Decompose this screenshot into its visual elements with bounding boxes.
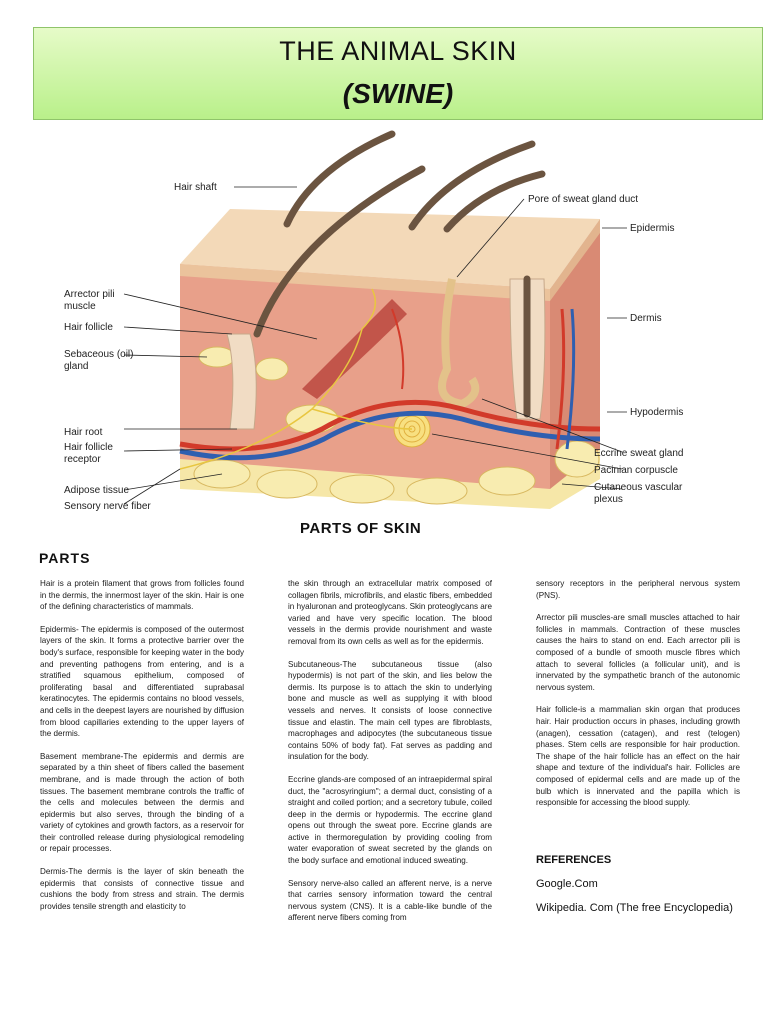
paragraph: Basement membrane-The epidermis and dermis are separated by a thin sheet of fibers called the basement membrane, and is made through the action of both tissues. The basement membrane controls the traffic of the cells and molecules between the dermis and epidermis but also serves, through the binding of a variety of cytokines and growth factors, as a reservoir for their controlled release during physiological remodeling or repair processes. [40,751,244,854]
label-hair-follicle-receptor: Hair follicle [64,442,113,453]
paragraph: Sensory nerve-also called an afferent nerve, is a nerve that carries sensory information toward the central nervous system (CNS). It is a cable-like bundle of the afferent nerve fibers coming from [288,878,492,923]
paragraph: sensory receptors in the peripheral nervous system (PNS). [536,579,740,600]
label-epidermis: Epidermis [630,223,675,234]
label-cutaneous-2: plexus [594,494,623,505]
label-dermis: Dermis [630,313,662,324]
parts-heading: PARTS [39,550,91,566]
label-adipose: Adipose tissue [64,485,130,496]
paragraph: Arrector pili muscles-are small muscles attached to hair follicles in mammals. Contraction of these muscles causes the hairs to stand on end. Each arrector pili is composed of a bundle of smooth muscle fibres which attach to several follicles (a follicular unit), and is innervated by the sympathetic branch of the autonomic nervous system. [536,613,740,692]
label-hair-root: Hair root [64,427,103,438]
label-sebaceous: Sebaceous (oil) [64,349,134,360]
paragraph: the skin through an extracellular matrix composed of collagen fibrils, microfibrils, and elastic fibers, embedded in hyaluronan and proteoglycans. Skin proteoglycans are varied and have very specific location. The blood vessels in the dermis provide nourishment and waste removal from its own cells as well as for the epidermis. [288,579,492,646]
label-hair-shaft: Hair shaft [174,182,217,193]
title-banner [33,27,763,120]
label-hair-follicle-receptor-2: receptor [64,454,101,465]
label-pacinian: Pacinian corpuscle [594,465,678,476]
label-hair-follicle: Hair follicle [64,322,113,333]
hair-shaft [287,134,392,224]
page-subtitle: (SWINE) [342,78,454,109]
label-arrector-pili: Arrector pili [64,289,115,300]
label-sensory-nerve: Sensory nerve fiber [64,501,151,512]
label-cutaneous: Cutaneous vascular [594,482,683,493]
text-column-2 [288,578,492,935]
skin-diagram [62,129,692,517]
paragraph: Epidermis- The epidermis is composed of the outermost layers of the skin. It forms a protective barrier over the body's surface, responsible for keeping water in the body and preventing pathogens from entering, and is a stratified squamous epithelium, composed of proliferating basal and differentiated suprabasal keratinocytes. The epidermis contains no blood vessels, and cells in the deepest layers are nourished by diffusion from blood capillaries extending to the upper layers of the dermis. [40,624,245,739]
label-sebaceous-2: gland [64,361,89,372]
text-column-3 [536,578,740,820]
page-title: THE ANIMAL SKIN [279,36,517,66]
references-heading: REFERENCES [536,854,612,866]
diagram-caption: PARTS OF SKIN [300,520,422,537]
paragraph: Hair follicle-is a mammalian skin organ that produces hair. Hair production occurs in phases, including growth (anagen), cessation (catagen), and rest (telogen) phases. Stem cells are responsible for hair production. The shape of the hair follicle has an effect on the hair shape and texture of the individual's hair. Follicles are composed of epidermal cells and are made up of the bulb which is innervated and the papilla which is responsible for accessing the blood supply. [536,705,740,808]
paragraph: Eccrine glands-are composed of an intraepidermal spiral duct, the "acrosyringium"; a dermal duct, consisting of a straight and coiled portion; and a secretory tubule, coiled deep in the dermis or hypodermis. The eccrine gland opens out through the sweat pore. Eccrine glands are active in thermoregulation by providing cooling from water evaporation of sweat secreted by the glands on the body surface and emotional induced sweating. [288,774,492,866]
paragraph: Subcutaneous-The subcutaneous tissue (also hypodermis) is not part of the skin, and lies below the dermis. Its purpose is to attach the skin to underlying bone and muscle as well as supplying it with blood vessels and nerves. It consists of loose connective tissue and elastin. The main cell types are fibroblasts, macrophages and adipocytes (the subcutaneous tissue contains 50% of body fat). Fat serves as padding and insulation for the body. [288,659,492,762]
references [536,854,746,925]
reference-item: Google.Com [536,878,598,890]
label-hypodermis: Hypodermis [630,407,684,418]
label-arrector-pili-2: muscle [64,301,96,312]
paragraph: Hair is a protein filament that grows from follicles found in the dermis, the innermost layer of the skin. Hair is one of the defining characteristics of mammals. [40,579,244,612]
label-pore: Pore of sweat gland duct [528,194,639,205]
text-column-1 [40,578,244,923]
paragraph: Dermis-The dermis is the layer of skin beneath the epidermis that consists of connective tissue and cushions the body from stress and strain. The dermis provides tensile strength and elasticity to [40,867,244,911]
label-eccrine: Eccrine sweat gland [594,448,684,459]
reference-item: Wikipedia. Com (The free Encyclopedia) [536,902,733,914]
